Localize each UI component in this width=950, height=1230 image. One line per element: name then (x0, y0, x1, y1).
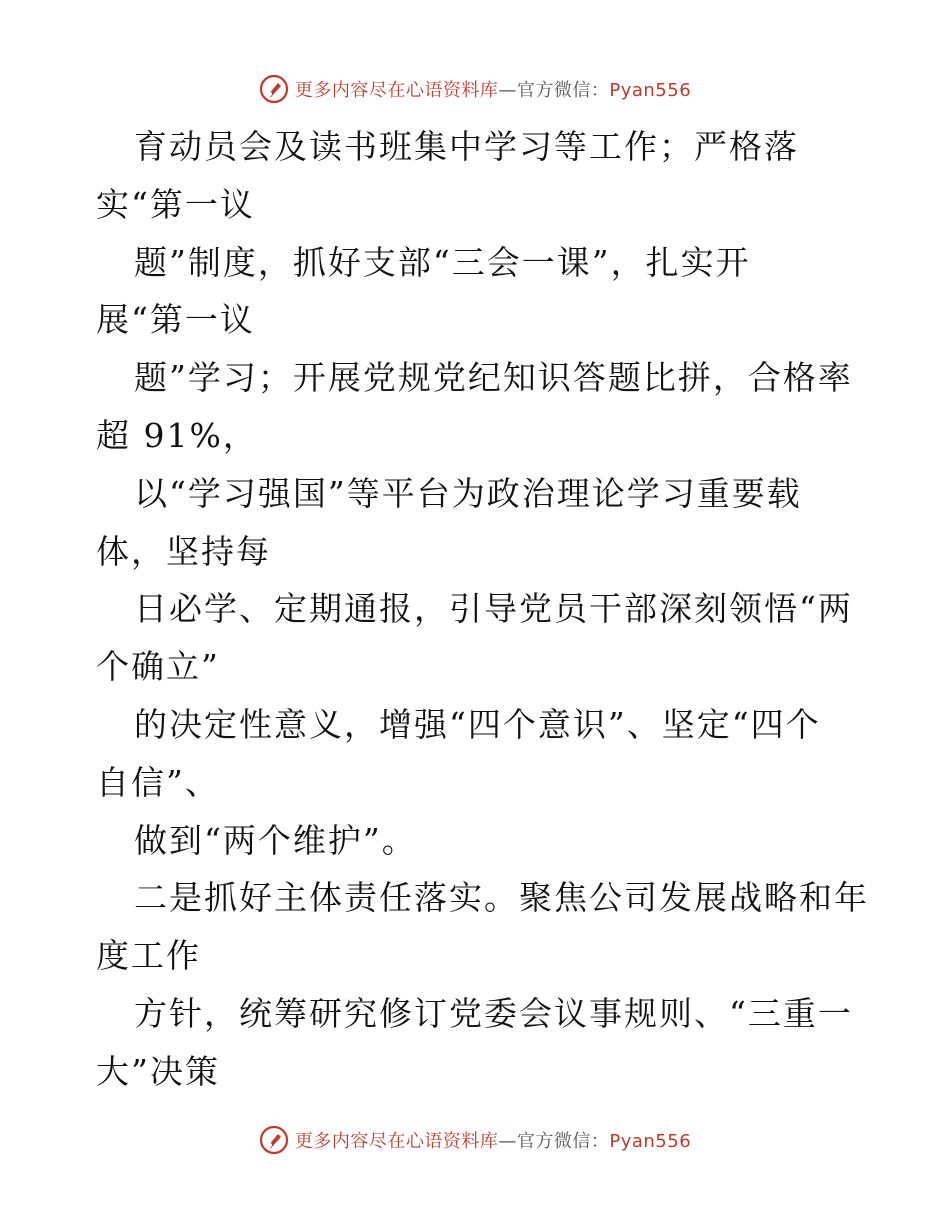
body-line: 题”学习；开展党规党纪知识答题比拼，合格率 (134, 358, 853, 398)
pen-nib-logo-icon (259, 74, 289, 104)
body-line: 展“第一议 (96, 300, 255, 340)
header-banner-text (295, 76, 691, 102)
footer-banner-main: 更多内容尽在心语资料库 (294, 1131, 499, 1152)
footer-banner-id: Pyan556 (609, 1131, 692, 1152)
body-line: 育动员会及读书班集中学习等工作；严格落 (134, 127, 799, 166)
body-line: 体，坚持每 (96, 531, 271, 571)
body-line: 题”制度，抓好支部“三会一课”，扎实开 (134, 242, 751, 282)
body-line: 度工作 (96, 936, 201, 976)
body-line: 个确立” (96, 647, 220, 687)
body-line: 方针，统筹研究修订党委会议事规则、“三重一 (134, 993, 853, 1033)
footer-banner-dash: — (498, 1131, 517, 1152)
document-body (96, 118, 869, 1101)
header-banner-dash: — (498, 80, 517, 101)
footer-banner (0, 1123, 950, 1157)
header-banner-main: 更多内容尽在心语资料库 (294, 80, 499, 101)
body-line: 的决定性意义，增强“四个意识”、坚定“四个 (134, 704, 821, 744)
header-banner-contact: 官方微信： (516, 80, 610, 101)
body-line: 自信”、 (96, 762, 220, 802)
body-line: 日必学、定期通报，引导党员干部深刻领悟“两 (134, 589, 853, 629)
body-line: 超 91%， (96, 415, 258, 455)
footer-banner-text (295, 1127, 691, 1153)
body-line: 做到“两个维护”。 (134, 820, 417, 860)
body-line: 以“学习强国”等平台为政治理论学习重要载 (134, 473, 802, 513)
footer-banner-contact: 官方微信： (516, 1131, 610, 1152)
header-banner-id: Pyan556 (609, 80, 692, 101)
pen-nib-logo-icon (259, 1125, 289, 1155)
body-line: 大”决策 (96, 1051, 220, 1091)
body-line: 实“第一议 (96, 184, 255, 224)
body-line: 二是抓好主体责任落实。聚焦公司发展战略和年 (134, 878, 869, 918)
header-banner (0, 72, 950, 106)
